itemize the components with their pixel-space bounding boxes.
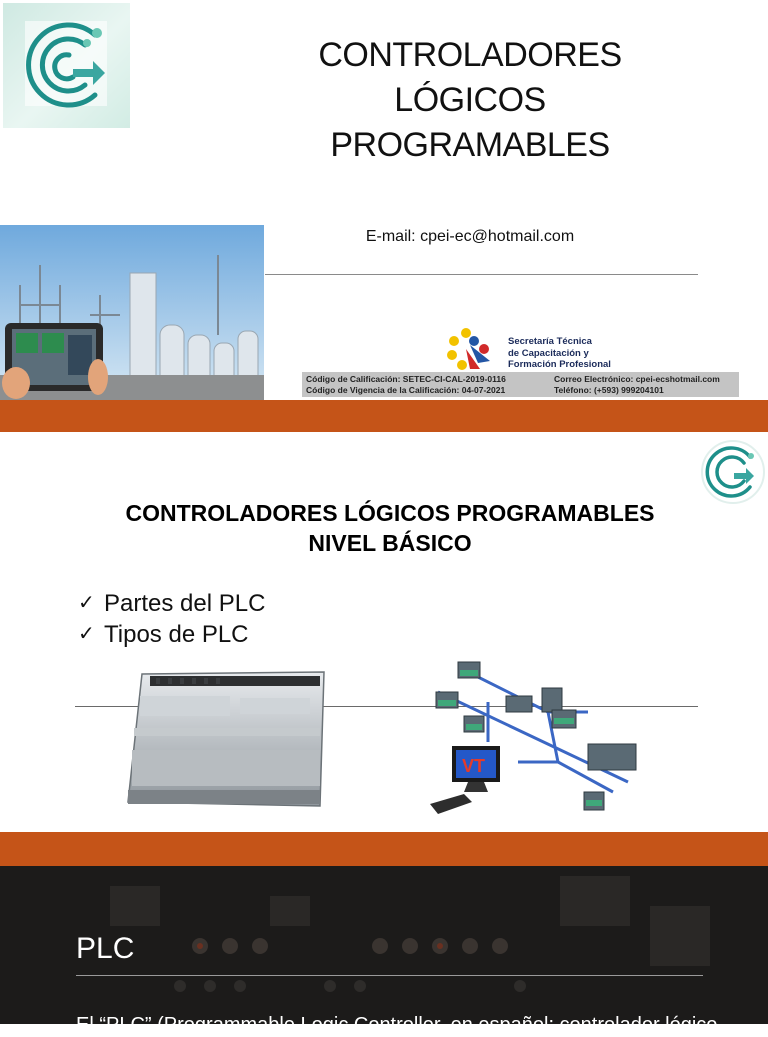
secretaria-line-3: Formación Profesional [508, 359, 611, 370]
company-logo-small [700, 439, 766, 505]
secretaria-line-1: Secretaría Técnica [508, 336, 592, 347]
secretaria-line-2: de Capacitación y [508, 347, 589, 359]
company-logo [3, 3, 130, 128]
title-slide [0, 0, 768, 400]
list-item [78, 588, 265, 619]
secretaria-logo [440, 323, 500, 371]
correo-electronico: Correo Electrónico: cpei-ecshotmail.com [554, 374, 720, 384]
codigo-vigencia: Código de Vigencia de la Calificación: 04-07-2021 [306, 385, 506, 395]
topic-label: Partes del PLC [104, 590, 266, 617]
codigo-calificacion: Código de Calificación: SETEC-CI-CAL-2019-0116 [306, 374, 506, 384]
course-title-line-1: CONTROLADORES LÓGICOS PROGRAMABLES [125, 500, 655, 526]
topic-label: Tipos de PLC [104, 621, 249, 648]
industrial-plant-photo [0, 225, 264, 401]
secretaria-name [508, 336, 611, 371]
certification-info-bar [302, 372, 739, 397]
main-title-line-3: PROGRAMABLES [330, 126, 610, 164]
checkmark-icon: ✓ [78, 592, 95, 614]
divider [265, 274, 698, 275]
course-title [60, 498, 720, 558]
accent-band [0, 400, 768, 432]
divider [76, 975, 703, 976]
telefono: Teléfono: (+593) 999204101 [554, 385, 664, 395]
definition-text: El “PLC” (Programmable Logic Controller, en español: controlador lógico [76, 1014, 718, 1036]
accent-band [0, 832, 768, 866]
email-text: E-mail: cpei-ec@hotmail.com [365, 228, 575, 245]
plc-definition-slide [0, 866, 768, 1036]
course-title-line-2: NIVEL BÁSICO [308, 530, 472, 556]
plc-device-image [120, 668, 330, 818]
main-title-line-1: CONTROLADORES [318, 36, 622, 74]
vt-logo-text: VT [462, 756, 486, 776]
course-slide [0, 432, 768, 832]
slide-title: PLC [76, 932, 135, 965]
topic-list [78, 588, 265, 650]
checkmark-icon: ✓ [78, 623, 95, 645]
main-title-line-2: LÓGICOS [394, 81, 546, 119]
plc-network-diagram [428, 652, 643, 820]
main-title [250, 33, 690, 168]
list-item [78, 619, 265, 650]
